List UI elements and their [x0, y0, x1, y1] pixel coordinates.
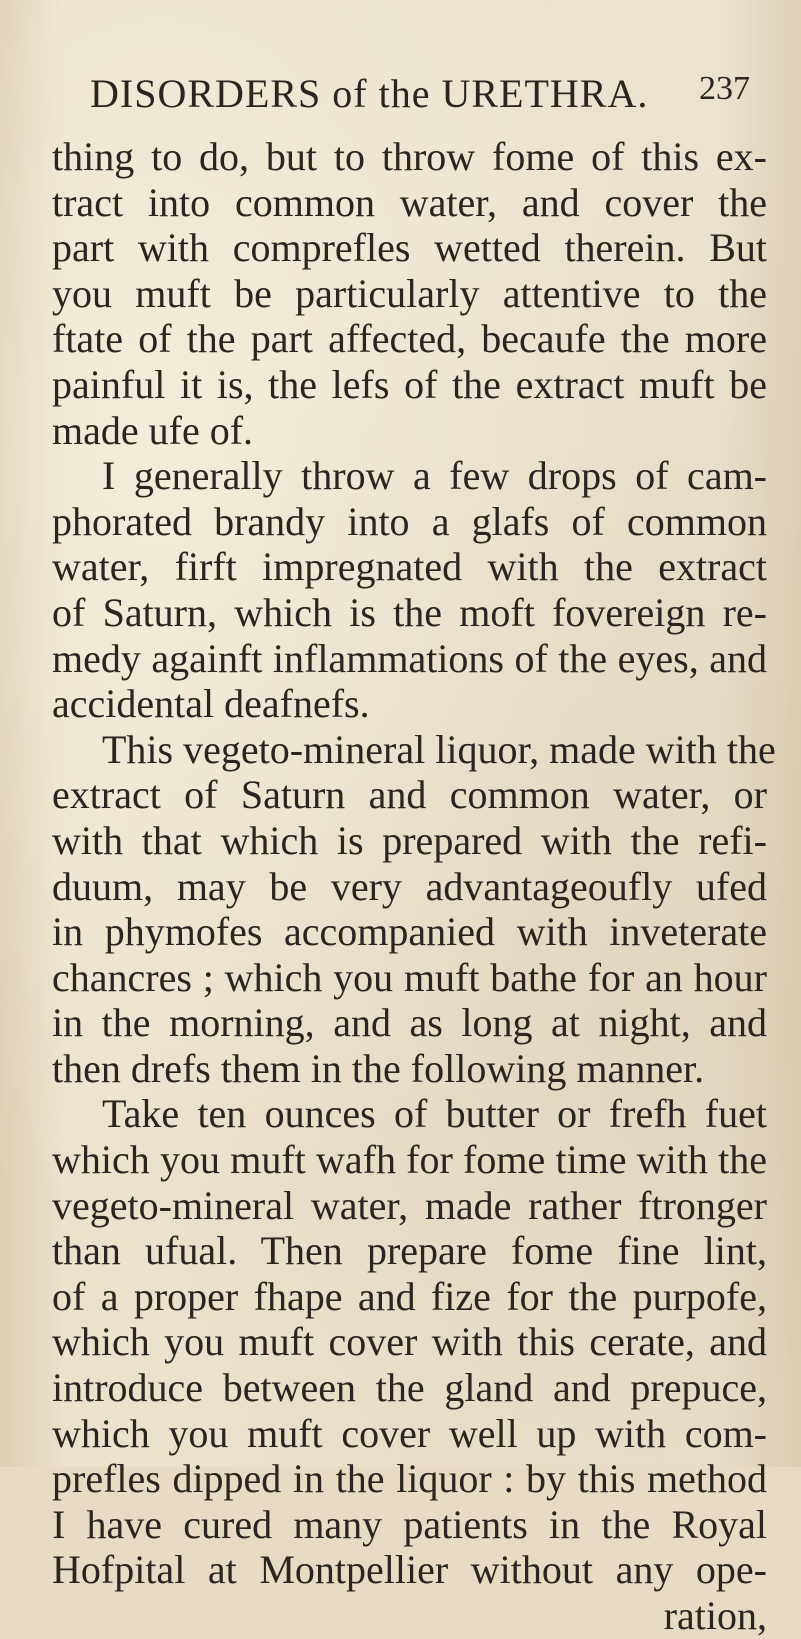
text-line: then drefs them in the following manner. — [52, 1045, 705, 1091]
text-line: in the morning, and as long at night, and — [52, 1000, 767, 1046]
text-line: with that which is prepared with the refi- — [52, 817, 767, 863]
text-line: accidental deafnefs. — [52, 681, 370, 727]
text-line: of Saturn, which is the moft fovereign re- — [52, 589, 767, 635]
text-line: prefles dipped in the liquor : by this method — [52, 1456, 767, 1502]
text-line: which you muft cover with this cerate, and — [52, 1319, 767, 1365]
catchword: ration, — [663, 1593, 767, 1638]
text-line: thing to do, but to throw fome of this ex- — [52, 134, 767, 179]
text-line: introduce between the gland and prepuce, — [52, 1365, 767, 1411]
running-title: DISORDERS of the URETHRA. — [90, 71, 649, 116]
text-line: I have cured many patients in the Royal — [52, 1501, 767, 1547]
paragraph-start: I generally throw a few drops of cam- — [102, 453, 767, 499]
text-line: medy againft inflammations of the eyes, and — [52, 635, 767, 681]
text-line: you muft be particularly attentive to the — [52, 270, 767, 316]
text-line: vegeto-mineral water, made rather ftronger — [52, 1182, 767, 1228]
text-line: in phymofes accompanied with inveterate — [52, 909, 767, 955]
text-line: made ufe of. — [52, 407, 254, 453]
text-line: of a proper fhape and fize for the purpofe, — [52, 1273, 767, 1319]
text-line: part with comprefles wetted therein. But — [52, 225, 767, 271]
body-text — [52, 134, 776, 1639]
text-line: duum, may be very advantageoufly ufed — [52, 863, 767, 909]
text-line: chancres ; which you muft bathe for an hour — [52, 954, 767, 1000]
text-line: phorated brandy into a glafs of common — [52, 498, 767, 544]
text-line: tract into common water, and cover the — [52, 179, 767, 225]
text-line: which you muft wafh for fome time with the — [52, 1137, 767, 1183]
text-line: than ufual. Then prepare fome fine lint, — [52, 1228, 767, 1274]
text-line: which you muft cover well up with com- — [52, 1410, 767, 1456]
page-header — [90, 70, 750, 126]
text-line: painful it is, the lefs of the extract muft be — [52, 361, 767, 407]
paragraph-start: This vegeto-mineral liquor, made with the — [102, 726, 776, 772]
text-line: extract of Saturn and common water, or — [52, 772, 767, 818]
paragraph-start: Take ten ounces of butter or frefh fuet — [102, 1091, 767, 1137]
page-number: 237 — [699, 70, 750, 107]
text-line: Hofpital at Montpellier without any ope- — [52, 1547, 767, 1593]
text-line: ftate of the part affected, becaufe the more — [52, 316, 767, 362]
text-line: water, firft impregnated with the extract — [52, 544, 767, 590]
